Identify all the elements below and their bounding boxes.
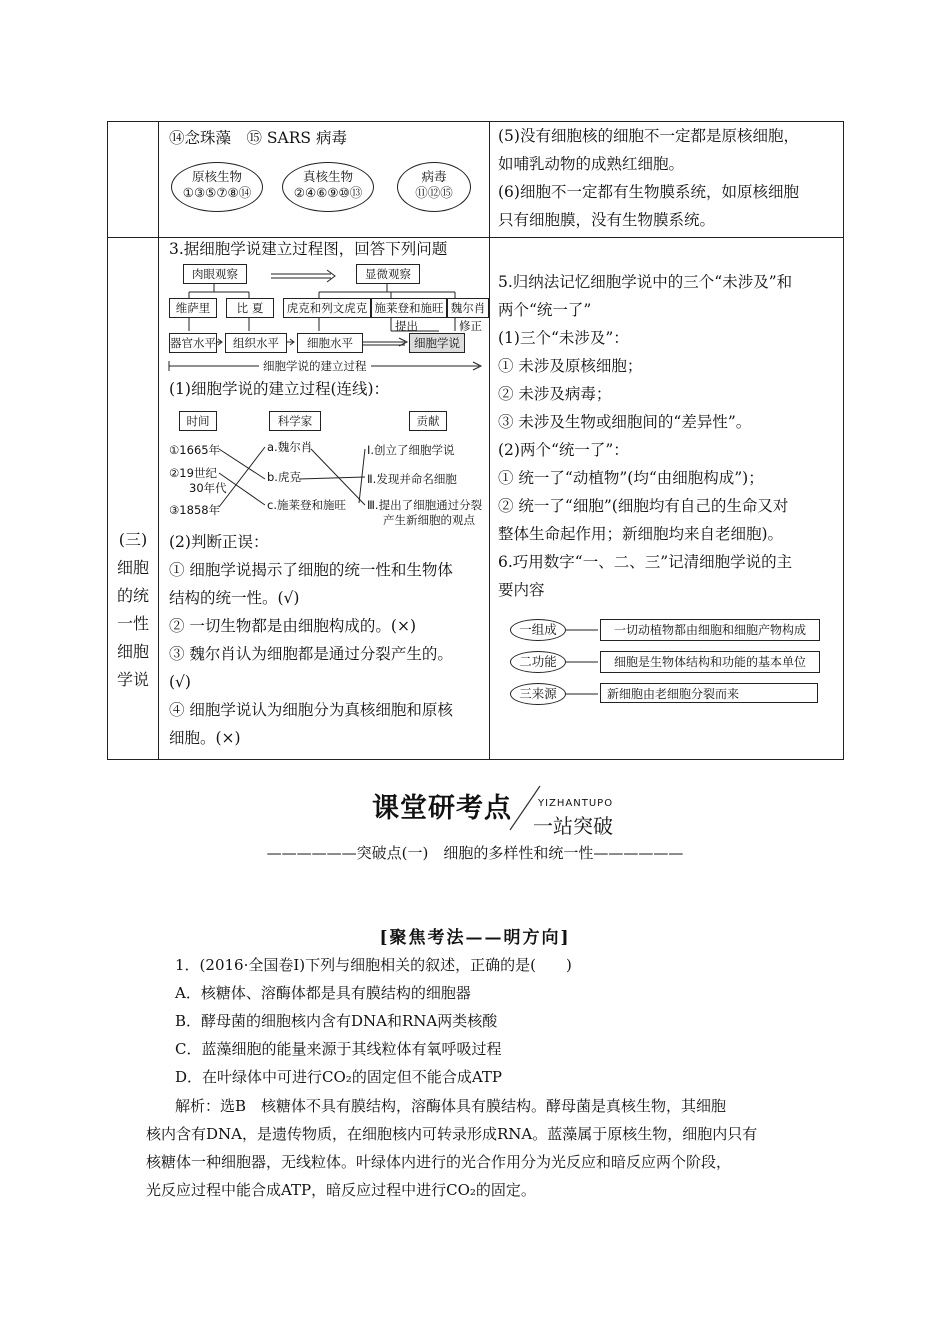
value-two-function: 细胞是生物体结构和功能的基本单位 xyxy=(600,651,820,673)
row-label-cell xyxy=(108,122,159,238)
value-one-composition: 一切动植物都由细胞和细胞产物构成 xyxy=(600,619,820,641)
flow-box-microscope: 显微观察 xyxy=(356,264,420,284)
option-c: C．蓝藻细胞的能量来源于其线粒体有氧呼吸过程 xyxy=(175,1040,502,1058)
time-1665: ①1665年 xyxy=(169,443,221,457)
mnemonic-line: ③ 未涉及生物或细胞间的“差异性”。 xyxy=(498,413,752,431)
flow-box-tissue-level: 组织水平 xyxy=(225,333,287,353)
summary-table xyxy=(107,121,844,760)
judge-line: ② 一切生物都是由细胞构成的。(×) xyxy=(169,617,417,635)
mnemonic-cell xyxy=(490,238,844,760)
ellipse-items: ①③⑤⑦⑧⑭ xyxy=(182,185,252,200)
scientist-hooke: b.虎克 xyxy=(267,470,301,484)
flow-box-naked-eye: 肉眼观察 xyxy=(183,264,247,284)
flow-box-virchow: 魏尔肖 xyxy=(447,298,489,318)
banner-subtitle: 一站突破 xyxy=(533,814,613,838)
mnemonic-line: ① 未涉及原核细胞； xyxy=(498,357,643,375)
key-two-function: 二功能 xyxy=(510,651,566,673)
classification-cell xyxy=(159,122,490,238)
option-d: D．在叶绿体中可进行CO₂的固定但不能合成ATP xyxy=(175,1068,502,1086)
banner-pinyin: YIZHANTUPO xyxy=(538,798,614,809)
ellipse-title: 病毒 xyxy=(421,169,447,184)
mnemonic-line: 整体生命起作用；新细胞均来自老细胞)。 xyxy=(498,525,784,543)
option-a: A．核糖体、溶酶体都是具有膜结构的细胞器 xyxy=(175,984,471,1002)
exam-heading: [聚焦考法——明方向] xyxy=(379,928,571,948)
judge-line: (2)判断正误： xyxy=(169,533,269,551)
contribution-1: Ⅰ.创立了细胞学说 xyxy=(367,443,455,457)
flow-box-cell-level: 细胞水平 xyxy=(297,333,363,353)
eukaryote-ellipse xyxy=(282,162,374,212)
question-3: 3.据细胞学说建立过程图，回答下列问题 xyxy=(169,240,448,258)
row-label-part: 细胞 xyxy=(116,558,149,577)
flow-box-organ-level: 器官水平 xyxy=(169,333,217,353)
analysis-line: 解析：选B 核糖体不具有膜结构，溶酶体具有膜结构。酵母菌是真核生物，其细胞 xyxy=(175,1097,727,1115)
judge-line: ① 细胞学说揭示了细胞的统一性和生物体 xyxy=(169,561,453,579)
cell-theory-cell xyxy=(159,238,490,760)
mnemonic-line: 6.巧用数字“一、二、三”记清细胞学说的主 xyxy=(498,553,793,571)
notes-cell xyxy=(490,122,844,238)
judge-line: ③ 魏尔肖认为细胞都是通过分裂产生的。 xyxy=(169,645,453,663)
mnemonic-line: (1)三个“未涉及”： xyxy=(498,329,629,347)
ellipse-title: 原核生物 xyxy=(191,169,242,184)
question-1: (1)细胞学说的建立过程(连线)： xyxy=(169,380,390,398)
section-heading: ——————突破点(一) 细胞的多样性和统一性—————— xyxy=(266,844,684,862)
mnemonic-line: 5.归纳法记忆细胞学说中的三个“未涉及”和 xyxy=(498,273,793,291)
note-line: (6)细胞不一定都有生物膜系统，如原核细胞 xyxy=(498,183,799,201)
organism-list-line: ⑭念珠藻 ⑮ SARS 病毒 xyxy=(169,129,347,147)
row-label-cell xyxy=(108,238,159,760)
flow-tag-propose: 提出 xyxy=(395,319,418,333)
mnemonic-line: 两个“统一了” xyxy=(498,301,592,319)
ellipse-items: ②④⑥⑨⑩⑬ xyxy=(293,185,363,200)
value-three-origin: 新细胞由老细胞分裂而来 xyxy=(600,683,818,703)
key-three-origin: 三来源 xyxy=(510,683,566,705)
contribution-3: Ⅲ.提出了细胞通过分裂 xyxy=(367,498,483,512)
time-19th-century: ②19世纪 xyxy=(169,466,217,480)
header-scientist: 科学家 xyxy=(269,411,321,431)
judge-line: (√) xyxy=(169,673,191,691)
judge-line: ④ 细胞学说认为细胞分为真核细胞和原核 xyxy=(169,701,453,719)
header-time: 时间 xyxy=(179,411,217,431)
scientist-virchow: a.魏尔肖 xyxy=(267,440,313,454)
row-label-part: 的统 xyxy=(116,586,149,605)
option-b: B．酵母菌的细胞核内含有DNA和RNA两类核酸 xyxy=(175,1012,498,1030)
analysis-line: 核糖体一种细胞器，无线粒体。叶绿体内进行的光合作用分为光反应和暗反应两个阶段， xyxy=(146,1153,732,1171)
flow-box-bichat: 比 夏 xyxy=(226,298,274,318)
scientist-schleiden-schwann: c.施莱登和施旺 xyxy=(267,498,346,512)
mnemonic-line: 要内容 xyxy=(498,581,545,599)
row-label-part: (三) xyxy=(118,530,148,549)
time-30s: 30年代 xyxy=(189,481,227,495)
row-label-part: 一性 xyxy=(116,614,149,633)
time-1858: ③1858年 xyxy=(169,503,221,517)
mnemonic-line: (2)两个“统一了”： xyxy=(498,441,629,459)
note-line: (5)没有细胞核的细胞不一定都是原核细胞， xyxy=(498,127,799,145)
ellipse-title: 真核生物 xyxy=(302,169,353,184)
ellipse-items: ⑪⑫⑮ xyxy=(415,185,453,200)
header-contribution: 贡献 xyxy=(409,411,447,431)
row-label-part: 细胞 xyxy=(116,642,149,661)
note-line: 如哺乳动物的成熟红细胞。 xyxy=(498,155,685,173)
key-one-composition: 一组成 xyxy=(510,619,566,641)
prokaryote-ellipse xyxy=(171,162,263,212)
note-line: 只有细胞膜，没有生物膜系统。 xyxy=(498,211,716,229)
table-row xyxy=(108,122,844,238)
flow-box-hooke: 虎克和列文虎克 xyxy=(283,298,371,318)
analysis-line: 光反应过程中能合成ATP，暗反应过程中进行CO₂的固定。 xyxy=(146,1181,536,1199)
analysis-line: 核内含有DNA，是遗传物质，在细胞核内可转录形成RNA。蓝藻属于原核生物，细胞内只有 xyxy=(146,1125,758,1143)
mnemonic-line: ② 统一了“细胞”(细胞均有自己的生命又对 xyxy=(498,497,789,515)
judge-line: 结构的统一性。(√) xyxy=(169,589,300,607)
exam-question: 1．(2016·全国卷Ⅰ)下列与细胞相关的叙述，正确的是( ) xyxy=(175,956,572,974)
matching-lines xyxy=(159,433,490,528)
mnemonic-line: ① 统一了“动植物”(均“由细胞构成”)； xyxy=(498,469,764,487)
contribution-2: Ⅱ.发现并命名细胞 xyxy=(367,472,457,486)
flow-caption: 细胞学说的建立过程 xyxy=(259,358,371,374)
mnemonic-line: ② 未涉及病毒； xyxy=(498,385,612,403)
contribution-3-cont: 产生新细胞的观点 xyxy=(383,513,475,527)
flow-box-cell-theory: 细胞学说 xyxy=(409,333,465,353)
table-row xyxy=(108,238,844,760)
virus-ellipse xyxy=(397,162,471,212)
judge-line: 细胞。(×) xyxy=(169,729,241,747)
flow-tag-revise: 修正 xyxy=(459,319,482,333)
row-label-part: 学说 xyxy=(116,670,149,689)
banner-title: 课堂研考点 xyxy=(372,793,512,824)
flow-box-schleiden: 施莱登和施旺 xyxy=(371,298,447,318)
flow-box-vesalius: 维萨里 xyxy=(169,298,217,318)
